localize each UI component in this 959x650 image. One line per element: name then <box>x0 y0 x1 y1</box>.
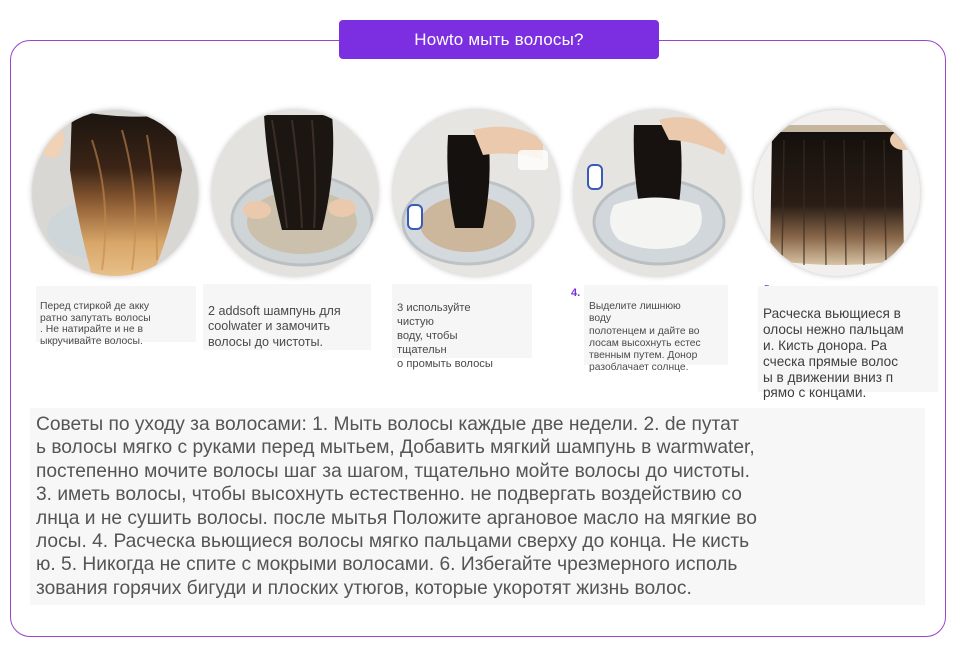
step-4-text: Выделите лишнюю воду полотенцем и дайте во лосам высохнуть естес твенным путем. Донор разоблачает солнце. <box>589 301 701 374</box>
step-5-photo <box>754 110 920 276</box>
page-title: Howto мыть волосы? <box>339 20 659 59</box>
step-3-text: 3 используйте чистую воду, чтобы тщательн о промыть волосы <box>397 302 493 370</box>
step-3-caption <box>392 284 532 370</box>
step-1-caption <box>36 286 196 348</box>
step-3-photo <box>393 110 559 276</box>
step-5-text: Расческа вьющиеся в олосы нежно пальцам и. Кисть донора. Ра сческа прямые волос ы в движении вниз п рямо с концами. <box>763 305 904 401</box>
step-1-photo <box>32 110 198 276</box>
step-5-caption <box>758 286 938 401</box>
step-4-photo <box>574 110 740 276</box>
step-1-text: Перед стиркой де акку ратно запутать волосы . Не натирайте и не в ыкручивайте волосы. <box>40 300 151 348</box>
step-4-number: 4. <box>571 287 581 299</box>
step-2-caption <box>203 284 371 350</box>
step-2-photo <box>212 110 378 276</box>
hair-care-tips: Советы по уходу за волосами: 1. Мыть волосы каждые две недели. 2. de путат ь волосы мягко с руками перед мытьем, Добавить мягкий шампунь в warmwater, постепенно мочите волосы шаг за шагом, тщательно мойте волосы до чистоты. 3. иметь волосы, чтобы высохнуть естественно. не подвергать воздействию со лнца и не сушить волосы. после мытья Положите аргановое масло на мягкие во лосы. 4. Расческа вьющиеся волосы мягко пальцами сверху до конца. Не кисть ю. 5. Никогда не спите с мокрыми волосами. 6. Избегайте чрезмерного исполь зования горячих бигуди и плоских утюгов, которые укоротят жизнь волос. <box>30 408 925 605</box>
step-4-caption <box>584 285 728 374</box>
step-2-text: 2 addsoft шампунь для coolwater и замочить волосы до чистоты. <box>208 303 341 349</box>
